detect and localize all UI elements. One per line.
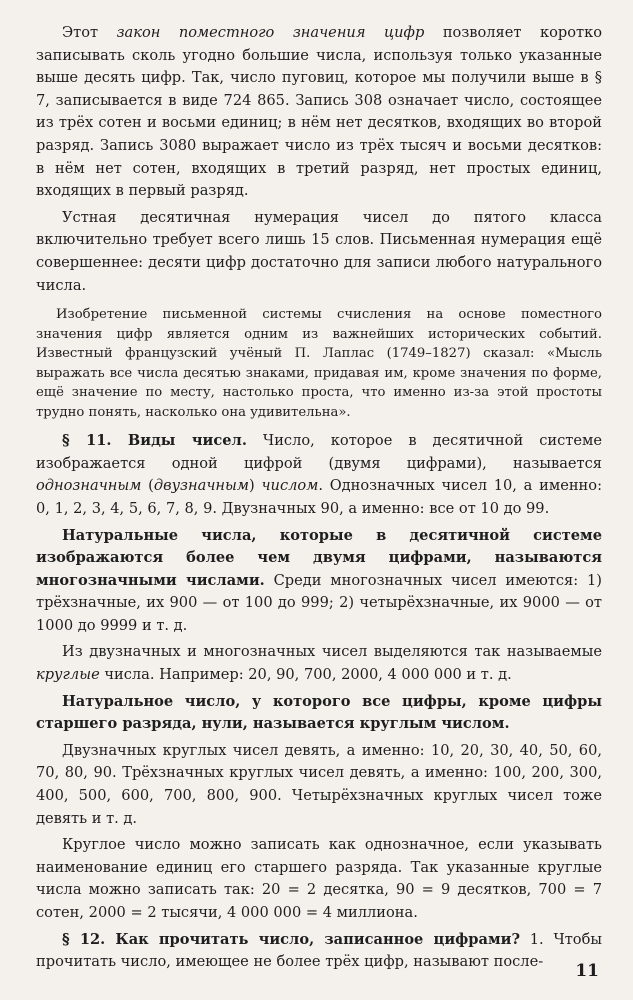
definition-multidigit: Натуральные числа, которые в десятичной системе изображаются более чем двумя цифрами, называются многозначными числами. (36, 526, 602, 589)
term-round: круглые (36, 666, 100, 684)
page-content (36, 22, 602, 974)
paragraph-round-number-examples: Двузначных круглых чисел девять, а именно: 10, 20, 30, 40, 50, 60, 70, 80, 90. Трёхзначных круглых чисел девять, а именно: 100, 200, 300, 400, 500, 600, 700, 800, 900. Четырёхзначных круглых чисел тоже девять и т. д. (36, 741, 602, 827)
term-place-value-law: закон поместного значения цифр (116, 24, 425, 41)
paragraph-round-numbers-intro: Из двузначных и многозначных чисел выделяются так называемые круглые числа. Например: 20, 90, 700, 2000, 4 000 000 и т. д. (36, 643, 602, 684)
definition-round-number: Натуральное число, у которого все цифры, кроме цифры старшего разряда, нули, называется круглым числом. (36, 692, 602, 733)
page-number: 11 (575, 961, 599, 981)
term-single-digit: однозначным (36, 477, 142, 495)
paragraph-round-number-notation: Круглое число можно записать как однозначное, если указывать наименование единиц его старшего разряда. Так указанные круглые числа можно записать так: 20 = 2 десятка, 90 = 9 десятков, 700 = 7 сотен, 2000 = 2 тысячи, 4 000 000 = 4 миллиона. (36, 836, 602, 921)
section-11-types-of-numbers: § 11. Виды чисел. Число, которое в десятичной системе изображается одной цифрой (двумя цифрами), называется однозначным (двузначным) числом. Однозначных чисел 10, а именно: 0, 1, 2, 3, 4, 5, 6, 7, 8, 9. Двузначных 90, а именно: все от 10 до 99. (36, 432, 603, 517)
term-number: числом (261, 477, 319, 495)
section-12-how-to-read: § 12. Как прочитать число, записанное цифрами? 1. Чтобы прочитать число, имеющее не более трёх цифр, называют после- (36, 930, 602, 971)
section-12-heading: § 12. Как прочитать число, записанное цифрами? (62, 930, 521, 948)
paragraph-place-value-law: Этот закон поместного значения цифр позволяет коротко записывать сколь угодно большие числа, используя только указанные выше десять цифр. Так, число пуговиц, которое мы получили выше в § 7, записывается в виде 724 865. Запись 308 означает число, состоящее из трёх сотен и восьми единиц; в нём нет десятков, входящих во второй разряд. Запись 3080 выражает число из трёх тысяч и восьми десятков: в нём нет сотен, входящих в третий разряд, нет простых единиц, входящих в первый разряд. (36, 24, 602, 200)
term-two-digit: двузначным (153, 477, 250, 495)
note-laplace-quote: Изобретение письменной системы счисления на основе поместного значения цифр является одним из важнейших исторических событий. Известный французский учёный П. Лаплас (1749–1827) сказал: «Мысль выражать все числа десятью знаками, придавая им, кроме значения по форме, ещё значение по месту, настолько проста, что именно из-за этой простоты трудно понять, насколько она удивительна». (36, 307, 602, 420)
paragraph-oral-numeration: Устная десятичная нумерация чисел до пятого класса включительно требует всего лишь 15 слов. Письменная нумерация ещё совершеннее: десяти цифр достаточно для записи любого натурального числа. (36, 208, 602, 294)
section-11-heading: § 11. Виды чисел. (62, 432, 247, 450)
paragraph-multidigit-definition: Натуральные числа, которые в десятичной системе изображаются более чем двумя цифрами, называются многозначными числами. Среди многозначных чисел имеются: 1) трёхзначные, их 900 — от 100 до 999; 2) четырёхзначные, их 9000 — от 1000 до 9999 и т. д. (36, 526, 602, 634)
paragraph-round-number-definition (36, 691, 602, 736)
